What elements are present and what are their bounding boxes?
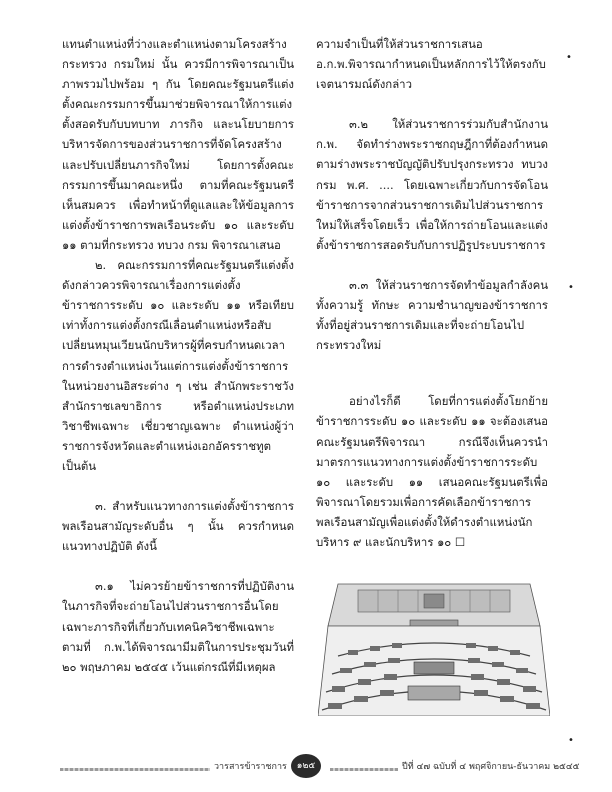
margin-dot-mark: • — [568, 282, 574, 293]
journal-name: วารสารข้าราชการ — [210, 759, 291, 773]
paragraph-spacer — [62, 556, 294, 576]
parliament-chamber-illustration — [318, 576, 550, 716]
paragraph-item-3-1: ๓.๑ ไม่ควรย้ายข้าราชการที่ปฏิบัติงานในภารกิจที่จะถ่ายโอนไปส่วนราชการอื่นโดยเฉพาะภารกิจที่เกี่ยวกับเทคนิควิชาชีพเฉพาะ ตามที่ ก.พ.ได้พิจารณามีมติในการประชุมวันที่ ๒๐ พฤษภาคม ๒๕๔๕ เว้นแต่กรณีที่มีเหตุผล — [62, 579, 294, 674]
paragraph-conclusion: อย่างไรก็ดี โดยที่การแต่งตั้งโยกย้ายข้าราชการระดับ ๑๐ และระดับ ๑๑ จะต้องเสนอคณะรัฐมนตรีพิจารณา กรณีจึงเห็นควรนำมาตรการแนวทางการแต่งตั้งข้าราชการระดับ ๑๐ และระดับ ๑๑ เสนอคณะรัฐมนตรีเพื่อพิจารณาโดยรวมเพื่อการคัดเลือกข้าราชการพลเรือนสามัญเพื่อแต่งตั้งให้ดำรงตำแหน่งนักบริหาร ๙ และนักบริหาร ๑๐ ☐ — [316, 394, 548, 549]
left-column — [62, 34, 294, 677]
paragraph-item-3-2: ๓.๒ ให้ส่วนราชการร่วมกับสำนักงาน ก.พ. จัดทำร่างพระราชกฤษฎีกาที่ต้องกำหนดตามร่างพระราชบัญญัติปรับปรุงกระทรวง ทบวง กรม พ.ศ. .... โดยเฉพาะเกี่ยวกับการจัดโอนข้าราชการจากส่วนราชการเดิมไปส่วนราชการใหม่ให้เสร็จโดยเร็ว เพื่อให้การถ่ายโอนและแต่งตั้งข้าราชการสอดรับกับการปฏิรูประบบราชการ — [316, 117, 548, 252]
page-footer — [0, 748, 612, 788]
paragraph-item-2: ๒. คณะกรรมการที่คณะรัฐมนตรีแต่งตั้งดังกล่าวควรพิจารณาเรื่องการแต่งตั้งข้าราชการระดับ ๑๐ และระดับ ๑๑ หรือเทียบเท่าทั้งการแต่งตั้งกรณีเลื่อนตำแหน่งหรือสับเปลี่ยนหมุนเวียนนักบริหารผู้ที่ครบกำหนดเวลาการดำรงตำแหน่งเว้นแต่การแต่งตั้งข้าราชการในหน่วยงานอิสระต่าง ๆ เช่น สำนักพระราชวัง สำนักราชเลขาธิการ หรือตำแหน่งประเภทวิชาชีพเฉพาะ เชี่ยวชาญเฉพาะ ตำแหน่งผู้ว่าราชการจังหวัดและตำแหน่งเอกอัครราชทูต เป็นต้น — [62, 258, 294, 473]
paragraph-item-3-3: ๓.๓ ให้ส่วนราชการจัดทำข้อมูลกำลังคนทั้งความรู้ ทักษะ ความชำนาญของข้าราชการ ทั้งที่อยู่ส่วนราชการเดิมและที่จะถ่ายโอนไปกระทรวงใหม่ — [316, 277, 548, 353]
right-column — [316, 34, 548, 552]
paragraph-spacer — [62, 476, 294, 496]
paragraph-continued-right: ความจำเป็นที่ให้ส่วนราชการเสนอ อ.ก.พ.พิจารณากำหนดเป็นหลักการไว้ให้ตรงกับเจตนารมณ์ดังกล่าว — [316, 37, 546, 92]
issue-info: ปีที่ ๔๗ ฉบับที่ ๔ พฤศจิกายน-ธันวาคม ๒๕๔๕ — [398, 759, 583, 773]
paragraph-spacer — [316, 355, 548, 391]
margin-dot-mark: • — [568, 735, 574, 746]
paragraph-item-3: ๓. สำหรับแนวทางการแต่งตั้งข้าราชการพลเรือนสามัญระดับอื่น ๆ นั้น ควรกำหนดแนวทางปฏิบัติ ดังนี้ — [62, 499, 294, 554]
paragraph-spacer — [316, 94, 548, 114]
page-number-badge: ๑๒๕ — [291, 754, 321, 778]
margin-dot-mark: • — [566, 52, 572, 63]
paragraph-spacer — [316, 255, 548, 275]
paragraph-continued: แทนตำแหน่งที่ว่างและตำแหน่งตามโครงสร้างกระทรวง กรมใหม่ นั้น ควรมีการพิจารณาเป็นภาพรวมไปพร้อม ๆ กัน โดยคณะรัฐมนตรีแต่งตั้งคณะกรรมการขึ้นมาช่วยพิจารณาให้การแต่งตั้งสอดรับกับบทบาท ภารกิจ และนโยบายการบริหารจัดการของส่วนราชการที่จัดโครงสร้างและปรับเปลี่ยนภารกิจใหม่ โดยการตั้งคณะกรรมการขึ้นมาคณะหนึ่ง ตามที่คณะรัฐมนตรีเห็นสมควร เพื่อทำหน้าที่ดูแลและให้ข้อมูลการแต่งตั้งข้าราชการพลเรือนระดับ ๑๐ และระดับ ๑๑ ตามที่กระทรวง ทบวง กรม พิจารณาเสนอ — [62, 37, 294, 252]
